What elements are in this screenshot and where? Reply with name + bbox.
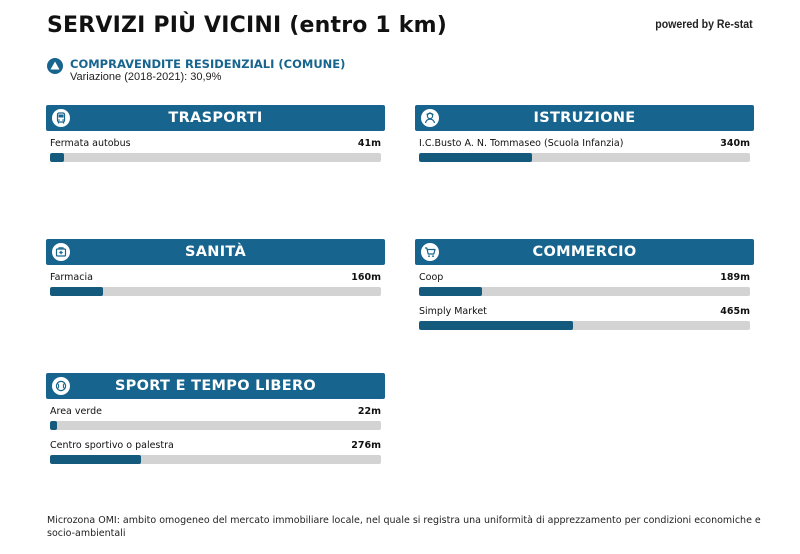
distance-bar-fill (50, 421, 57, 430)
service-name: Coop (419, 272, 444, 283)
distance-bar-fill (50, 455, 141, 464)
list-item (415, 131, 754, 165)
distance-bar-fill (419, 321, 573, 330)
card-trasporti (46, 105, 385, 165)
distance-bar-fill (50, 287, 103, 296)
distance-bar (419, 321, 750, 330)
trend-title: COMPRAVENDITE RESIDENZIALI (COMUNE) (70, 57, 346, 71)
card-header-istruzione (415, 105, 754, 131)
list-item (46, 433, 385, 467)
list-item (415, 299, 754, 333)
service-distance: 276m (351, 440, 381, 451)
service-distance: 465m (720, 306, 750, 317)
trend-up-icon (47, 58, 63, 74)
distance-bar-fill (50, 153, 64, 162)
service-name: Area verde (50, 406, 102, 417)
card-sport (46, 373, 385, 467)
list-item (415, 265, 754, 299)
card-sanita (46, 239, 385, 299)
service-distance: 340m (720, 138, 750, 149)
list-item (46, 399, 385, 433)
distance-bar-fill (419, 153, 532, 162)
card-title-sanita: SANITÀ (185, 244, 246, 260)
card-header-sport (46, 373, 385, 399)
distance-bar (50, 153, 381, 162)
card-title-istruzione: ISTRUZIONE (533, 110, 636, 126)
service-distance: 160m (351, 272, 381, 283)
service-name: Fermata autobus (50, 138, 131, 149)
card-header-commercio (415, 239, 754, 265)
distance-bar (50, 287, 381, 296)
card-header-trasporti (46, 105, 385, 131)
footnote: Microzona OMI: ambito omogeneo del mercato immobiliare locale, nel quale si registra una uniformità di apprezzamento per condizioni economiche e socio-ambientali (47, 515, 761, 539)
card-title-sport: SPORT E TEMPO LIBERO (114, 378, 317, 394)
service-distance: 22m (357, 406, 381, 417)
page-title: SERVIZI PIÙ VICINI (entro 1 km) (47, 13, 448, 38)
service-name: Farmacia (50, 272, 93, 283)
card-title-trasporti: TRASPORTI (168, 110, 263, 126)
service-name: Simply Market (419, 306, 487, 317)
service-name: I.C.Busto A. N. Tommaseo (Scuola Infanzia) (419, 138, 624, 149)
powered-by-label: powered by Re-stat (655, 17, 753, 31)
service-name: Centro sportivo o palestra (50, 440, 174, 451)
card-commercio (415, 239, 754, 333)
distance-bar (419, 153, 750, 162)
card-istruzione (415, 105, 754, 165)
distance-bar-fill (419, 287, 482, 296)
list-item (46, 265, 385, 299)
distance-bar (50, 421, 381, 430)
trend-subtitle: Variazione (2018-2021): 30,9% (70, 71, 222, 83)
distance-bar (50, 455, 381, 464)
card-header-sanita (46, 239, 385, 265)
distance-bar (419, 287, 750, 296)
card-title-commercio: COMMERCIO (532, 244, 637, 260)
list-item (46, 131, 385, 165)
service-distance: 189m (720, 272, 750, 283)
service-distance: 41m (357, 138, 381, 149)
